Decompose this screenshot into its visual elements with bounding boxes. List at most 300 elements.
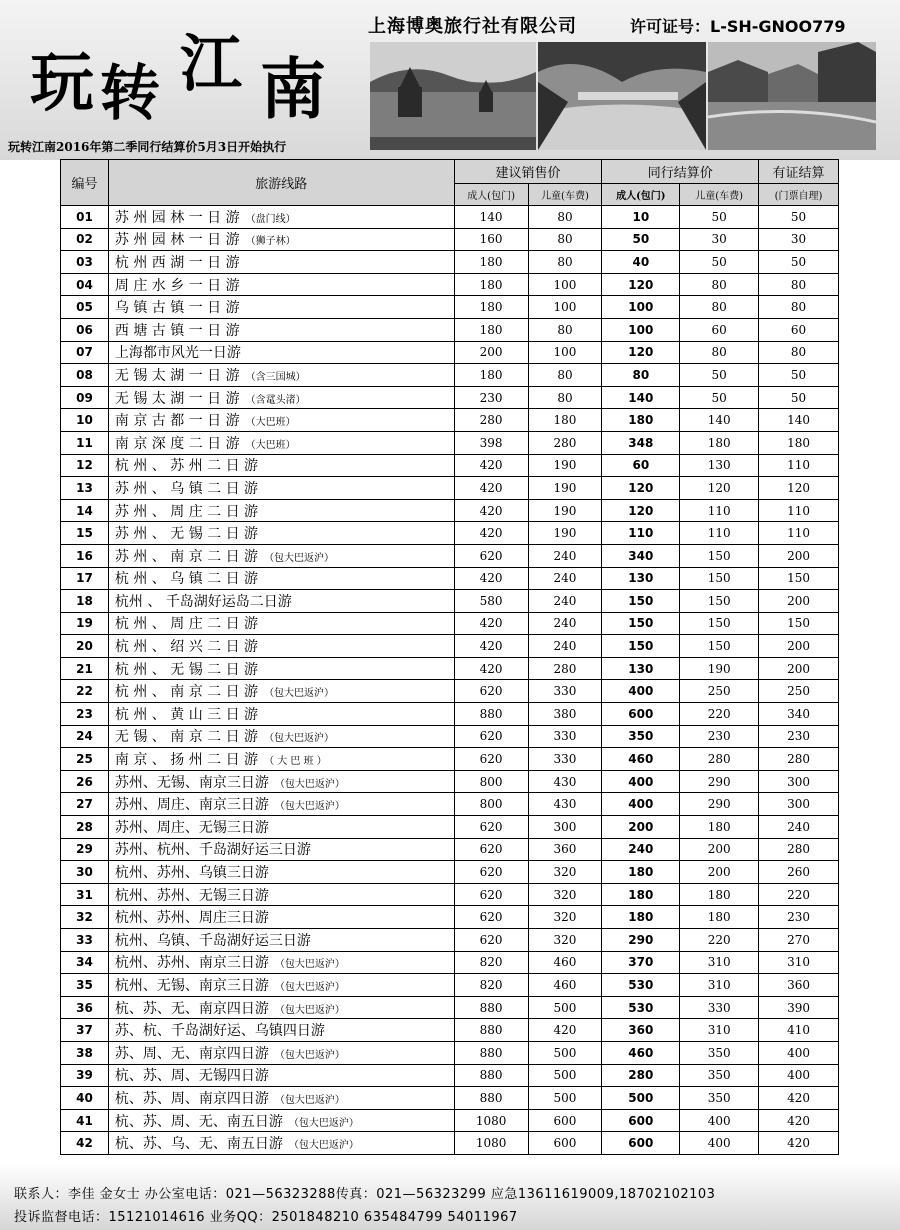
sub-trade-child: 儿童(车费) <box>680 184 759 206</box>
cell-cert: 270 <box>759 929 839 952</box>
cell-trade-adult: 180 <box>602 861 680 884</box>
cell-cert: 200 <box>759 590 839 613</box>
route-name: 杭州、苏州、周庄三日游 <box>114 910 269 927</box>
cell-retail-child: 460 <box>528 974 602 997</box>
route-note: （包大巴返沪） <box>274 801 345 813</box>
cell-route <box>108 974 454 997</box>
route-name: 无 锡 太 湖 一 日 游 <box>114 367 240 384</box>
cell-trade-adult: 130 <box>602 567 680 590</box>
cell-retail-adult: 420 <box>454 477 528 500</box>
cell-retail-child: 190 <box>528 499 602 522</box>
cell-retail-child: 320 <box>528 906 602 929</box>
cell-route <box>108 544 454 567</box>
cell-retail-child: 330 <box>528 748 602 771</box>
cell-retail-adult: 140 <box>454 206 528 229</box>
route-name: 杭 州 、 无 锡 二 日 游 <box>114 661 259 678</box>
table-row <box>61 770 839 793</box>
cell-trade-adult: 120 <box>602 477 680 500</box>
table-row <box>61 296 839 319</box>
cell-no: 27 <box>61 793 109 816</box>
cell-trade-adult: 140 <box>602 386 680 409</box>
table-row <box>61 816 839 839</box>
table-row <box>61 1019 839 1042</box>
cell-trade-child: 200 <box>680 861 759 884</box>
cell-route <box>108 477 454 500</box>
cell-no: 28 <box>61 816 109 839</box>
cell-route <box>108 816 454 839</box>
cell-trade-adult: 460 <box>602 1041 680 1064</box>
cell-retail-child: 80 <box>528 364 602 387</box>
route-name: 杭、苏、无、南京四日游 <box>114 1000 269 1017</box>
cell-retail-adult: 880 <box>454 1064 528 1087</box>
route-note: （ 大 巴 班 ） <box>264 756 327 768</box>
cell-trade-child: 310 <box>680 951 759 974</box>
route-note: （包大巴返沪） <box>264 552 335 564</box>
cell-cert: 140 <box>759 409 839 432</box>
cell-retail-child: 500 <box>528 1064 602 1087</box>
cell-route <box>108 206 454 229</box>
table-row <box>61 1064 839 1087</box>
cell-trade-child: 280 <box>680 748 759 771</box>
cell-no: 11 <box>61 431 109 454</box>
cell-no: 29 <box>61 838 109 861</box>
route-name: 杭、苏、周、南京四日游 <box>114 1090 269 1107</box>
cell-route <box>108 612 454 635</box>
cell-trade-adult: 110 <box>602 522 680 545</box>
route-name: 杭州、苏州、南京三日游 <box>114 955 269 972</box>
cell-trade-child: 130 <box>680 454 759 477</box>
price-table <box>60 159 839 1155</box>
table-row <box>61 477 839 500</box>
route-name: 杭 州 、 乌 镇 二 日 游 <box>114 571 259 588</box>
table-row <box>61 522 839 545</box>
cell-trade-adult: 180 <box>602 883 680 906</box>
cell-route <box>108 1087 454 1110</box>
cell-trade-child: 140 <box>680 409 759 432</box>
cell-retail-adult: 880 <box>454 996 528 1019</box>
header-trade: 同行结算价 <box>602 160 759 184</box>
cell-trade-adult: 280 <box>602 1064 680 1087</box>
cell-retail-child: 240 <box>528 635 602 658</box>
table-row <box>61 861 839 884</box>
cell-cert: 420 <box>759 1087 839 1110</box>
cell-no: 40 <box>61 1087 109 1110</box>
route-name: 苏、杭、千岛湖好运、乌镇四日游 <box>114 1023 325 1040</box>
cell-retail-child: 360 <box>528 838 602 861</box>
route-name: 杭 州 、 周 庄 二 日 游 <box>114 616 259 633</box>
cell-cert: 340 <box>759 703 839 726</box>
cell-route <box>108 906 454 929</box>
license-number: 许可证号：L-SH-GNOO779 <box>630 17 846 36</box>
header-no: 编号 <box>61 160 109 206</box>
cell-cert: 310 <box>759 951 839 974</box>
table-row <box>61 364 839 387</box>
cell-trade-child: 400 <box>680 1109 759 1132</box>
cell-retail-child: 460 <box>528 951 602 974</box>
table-row <box>61 454 839 477</box>
cell-route <box>108 883 454 906</box>
cell-retail-adult: 800 <box>454 793 528 816</box>
cell-trade-child: 180 <box>680 883 759 906</box>
cell-route <box>108 273 454 296</box>
cell-route <box>108 657 454 680</box>
cell-trade-child: 150 <box>680 590 759 613</box>
cell-trade-child: 50 <box>680 251 759 274</box>
table-row <box>61 680 839 703</box>
table-row <box>61 1132 839 1155</box>
cell-trade-adult: 120 <box>602 341 680 364</box>
cell-cert: 80 <box>759 341 839 364</box>
cell-retail-child: 500 <box>528 996 602 1019</box>
cell-no: 14 <box>61 499 109 522</box>
cell-cert: 230 <box>759 725 839 748</box>
cell-trade-adult: 150 <box>602 612 680 635</box>
cell-cert: 110 <box>759 454 839 477</box>
table-row <box>61 386 839 409</box>
cell-trade-child: 350 <box>680 1087 759 1110</box>
cell-trade-child: 50 <box>680 386 759 409</box>
cell-trade-adult: 10 <box>602 206 680 229</box>
cell-retail-adult: 620 <box>454 906 528 929</box>
table-row <box>61 725 839 748</box>
cell-trade-child: 50 <box>680 206 759 229</box>
route-name: 南 京 深 度 二 日 游 <box>114 435 240 452</box>
cell-retail-child: 420 <box>528 1019 602 1042</box>
cell-trade-adult: 40 <box>602 251 680 274</box>
sub-trade-adult: 成人(包门) <box>602 184 680 206</box>
cell-route <box>108 318 454 341</box>
cell-no: 19 <box>61 612 109 635</box>
cell-no: 36 <box>61 996 109 1019</box>
cell-trade-child: 150 <box>680 567 759 590</box>
cell-no: 38 <box>61 1041 109 1064</box>
route-name: 南 京 、 扬 州 二 日 游 <box>114 752 259 769</box>
cell-route <box>108 431 454 454</box>
route-note: （包大巴返沪） <box>274 1004 345 1016</box>
cell-cert: 280 <box>759 748 839 771</box>
cell-retail-adult: 620 <box>454 883 528 906</box>
cell-retail-adult: 620 <box>454 816 528 839</box>
cell-trade-child: 180 <box>680 816 759 839</box>
cell-no: 12 <box>61 454 109 477</box>
cell-no: 23 <box>61 703 109 726</box>
table-row <box>61 635 839 658</box>
cell-cert: 390 <box>759 996 839 1019</box>
cell-cert: 50 <box>759 386 839 409</box>
route-name: 杭、苏、乌、无、南五日游 <box>114 1136 283 1153</box>
cell-retail-child: 240 <box>528 612 602 635</box>
cell-route <box>108 590 454 613</box>
route-name: 苏 州 园 林 一 日 游 <box>114 232 240 249</box>
table-row <box>61 318 839 341</box>
cell-retail-child: 100 <box>528 341 602 364</box>
cell-no: 15 <box>61 522 109 545</box>
cell-no: 37 <box>61 1019 109 1042</box>
cell-trade-adult: 150 <box>602 635 680 658</box>
cell-trade-child: 350 <box>680 1064 759 1087</box>
cell-retail-child: 190 <box>528 477 602 500</box>
cell-retail-adult: 820 <box>454 951 528 974</box>
cell-trade-child: 290 <box>680 793 759 816</box>
cell-cert: 280 <box>759 838 839 861</box>
cell-retail-child: 190 <box>528 522 602 545</box>
route-name: 乌 镇 古 镇 一 日 游 <box>114 300 240 317</box>
cell-route <box>108 725 454 748</box>
cell-retail-child: 380 <box>528 703 602 726</box>
cell-cert: 260 <box>759 861 839 884</box>
cell-no: 22 <box>61 680 109 703</box>
cell-retail-child: 430 <box>528 770 602 793</box>
table-row <box>61 341 839 364</box>
cell-trade-child: 310 <box>680 1019 759 1042</box>
cell-no: 34 <box>61 951 109 974</box>
route-note: （盘门线） <box>245 213 296 225</box>
cell-no: 33 <box>61 929 109 952</box>
logo-char: 玩 <box>30 46 94 121</box>
cell-retail-child: 80 <box>528 206 602 229</box>
cell-cert: 240 <box>759 816 839 839</box>
cell-trade-adult: 240 <box>602 838 680 861</box>
cell-cert: 300 <box>759 770 839 793</box>
cell-trade-child: 150 <box>680 635 759 658</box>
cell-retail-adult: 880 <box>454 1019 528 1042</box>
cell-route <box>108 1109 454 1132</box>
cell-no: 26 <box>61 770 109 793</box>
cell-trade-child: 250 <box>680 680 759 703</box>
cell-route <box>108 522 454 545</box>
cell-no: 13 <box>61 477 109 500</box>
sub-retail-adult: 成人(包门) <box>454 184 528 206</box>
cell-no: 18 <box>61 590 109 613</box>
cell-retail-adult: 1080 <box>454 1132 528 1155</box>
cell-route <box>108 409 454 432</box>
route-name: 杭州、苏州、乌镇三日游 <box>114 865 269 882</box>
route-note: （包大巴返沪） <box>288 1117 359 1129</box>
cell-cert: 420 <box>759 1132 839 1155</box>
cell-trade-adult: 460 <box>602 748 680 771</box>
cell-retail-adult: 620 <box>454 838 528 861</box>
route-name: 杭 州 、 南 京 二 日 游 <box>114 684 259 701</box>
table-row <box>61 544 839 567</box>
route-name: 苏 州 园 林 一 日 游 <box>114 209 240 226</box>
cell-route <box>108 567 454 590</box>
cell-route <box>108 635 454 658</box>
table-row <box>61 409 839 432</box>
cell-retail-adult: 180 <box>454 251 528 274</box>
cell-no: 31 <box>61 883 109 906</box>
cell-route <box>108 1041 454 1064</box>
cell-no: 25 <box>61 748 109 771</box>
cell-cert: 120 <box>759 477 839 500</box>
cell-retail-child: 240 <box>528 544 602 567</box>
route-name: 杭、苏、周、无、南五日游 <box>114 1113 283 1130</box>
table-row <box>61 499 839 522</box>
cell-trade-child: 150 <box>680 544 759 567</box>
cell-no: 41 <box>61 1109 109 1132</box>
cell-retail-adult: 160 <box>454 228 528 251</box>
cell-trade-child: 110 <box>680 499 759 522</box>
route-name: 杭 州 、 黄 山 三 日 游 <box>114 706 259 723</box>
table-row <box>61 657 839 680</box>
cell-cert: 360 <box>759 974 839 997</box>
cell-retail-adult: 620 <box>454 680 528 703</box>
cell-trade-adult: 600 <box>602 1132 680 1155</box>
logo-char: 南 <box>260 50 326 128</box>
cell-retail-adult: 880 <box>454 1041 528 1064</box>
water-town-photo <box>708 42 876 150</box>
cell-retail-child: 500 <box>528 1041 602 1064</box>
cell-retail-adult: 420 <box>454 657 528 680</box>
cell-trade-adult: 60 <box>602 454 680 477</box>
cell-retail-adult: 420 <box>454 454 528 477</box>
cell-trade-adult: 100 <box>602 318 680 341</box>
cell-trade-child: 80 <box>680 296 759 319</box>
header-retail: 建议销售价 <box>454 160 602 184</box>
cell-trade-child: 350 <box>680 1041 759 1064</box>
cell-route <box>108 499 454 522</box>
table-row <box>61 838 839 861</box>
route-name: 苏 州 、 南 京 二 日 游 <box>114 548 259 565</box>
cell-retail-child: 100 <box>528 273 602 296</box>
cell-trade-adult: 500 <box>602 1087 680 1110</box>
cell-trade-child: 230 <box>680 725 759 748</box>
cell-route <box>108 838 454 861</box>
table-row <box>61 1109 839 1132</box>
cell-trade-adult: 530 <box>602 974 680 997</box>
cell-trade-adult: 50 <box>602 228 680 251</box>
cell-retail-adult: 620 <box>454 725 528 748</box>
cell-route <box>108 454 454 477</box>
cell-trade-child: 80 <box>680 273 759 296</box>
cell-no: 05 <box>61 296 109 319</box>
route-note: （含鼋头渚） <box>245 394 306 406</box>
cell-route <box>108 996 454 1019</box>
route-name: 杭 州 、 绍 兴 二 日 游 <box>114 639 259 656</box>
cell-route <box>108 929 454 952</box>
cell-trade-child: 220 <box>680 929 759 952</box>
cell-trade-adult: 180 <box>602 409 680 432</box>
logo-char: 转 <box>100 59 160 129</box>
cell-retail-adult: 420 <box>454 567 528 590</box>
company-name: 上海博奥旅行社有限公司 <box>368 16 577 37</box>
cell-cert: 420 <box>759 1109 839 1132</box>
route-name: 苏 州 、 周 庄 二 日 游 <box>114 503 259 520</box>
cell-retail-adult: 620 <box>454 544 528 567</box>
cell-no: 42 <box>61 1132 109 1155</box>
table-row <box>61 567 839 590</box>
cell-retail-adult: 420 <box>454 499 528 522</box>
cell-route <box>108 364 454 387</box>
route-name: 苏 州 、 乌 镇 二 日 游 <box>114 480 259 497</box>
cell-route <box>108 228 454 251</box>
cell-cert: 50 <box>759 206 839 229</box>
cell-trade-child: 60 <box>680 318 759 341</box>
cell-no: 32 <box>61 906 109 929</box>
cell-cert: 410 <box>759 1019 839 1042</box>
cell-retail-adult: 880 <box>454 1087 528 1110</box>
cell-no: 39 <box>61 1064 109 1087</box>
cell-cert: 230 <box>759 906 839 929</box>
logo-char: 江 <box>180 27 243 100</box>
header-route: 旅游线路 <box>108 160 454 206</box>
cell-retail-child: 320 <box>528 861 602 884</box>
route-name: 苏、周、无、南京四日游 <box>114 1045 269 1062</box>
table-row <box>61 206 839 229</box>
cell-trade-adult: 400 <box>602 793 680 816</box>
cell-retail-child: 330 <box>528 680 602 703</box>
table-row <box>61 929 839 952</box>
cell-no: 24 <box>61 725 109 748</box>
table-row <box>61 951 839 974</box>
route-name: 苏州、周庄、南京三日游 <box>114 797 269 814</box>
cell-cert: 400 <box>759 1064 839 1087</box>
table-row <box>61 590 839 613</box>
route-note: （包大巴返沪） <box>274 959 345 971</box>
table-row <box>61 793 839 816</box>
cell-trade-child: 310 <box>680 974 759 997</box>
cell-no: 04 <box>61 273 109 296</box>
cell-retail-child: 500 <box>528 1087 602 1110</box>
cell-retail-adult: 620 <box>454 748 528 771</box>
cell-trade-child: 180 <box>680 431 759 454</box>
cell-no: 06 <box>61 318 109 341</box>
cell-route <box>108 861 454 884</box>
cell-retail-adult: 420 <box>454 612 528 635</box>
table-row <box>61 906 839 929</box>
cell-cert: 110 <box>759 499 839 522</box>
cell-trade-adult: 340 <box>602 544 680 567</box>
cell-cert: 30 <box>759 228 839 251</box>
table-row <box>61 883 839 906</box>
route-name: 杭州 、 千岛湖好运岛二日游 <box>114 593 292 610</box>
cell-cert: 60 <box>759 318 839 341</box>
cell-retail-child: 430 <box>528 793 602 816</box>
cell-retail-adult: 180 <box>454 318 528 341</box>
route-name: 杭 州 、 苏 州 二 日 游 <box>114 458 259 475</box>
cell-retail-child: 320 <box>528 883 602 906</box>
cell-retail-child: 190 <box>528 454 602 477</box>
contact-line: 联系人：李佳 金女士 办公室电话：021—56323288传真：021—56323299 应急13611619009,18702102103 <box>14 1187 716 1202</box>
route-name: 苏州、杭州、千岛湖好运三日游 <box>114 842 311 859</box>
cell-no: 09 <box>61 386 109 409</box>
cell-retail-child: 80 <box>528 228 602 251</box>
cell-retail-child: 240 <box>528 590 602 613</box>
cell-no: 35 <box>61 974 109 997</box>
cell-trade-child: 290 <box>680 770 759 793</box>
cell-trade-adult: 200 <box>602 816 680 839</box>
cell-trade-child: 190 <box>680 657 759 680</box>
cell-retail-adult: 200 <box>454 341 528 364</box>
route-name: 西 塘 古 镇 一 日 游 <box>114 322 240 339</box>
cell-route <box>108 748 454 771</box>
cell-trade-adult: 100 <box>602 296 680 319</box>
header-banner <box>0 0 900 160</box>
cell-trade-adult: 600 <box>602 1109 680 1132</box>
cell-trade-adult: 120 <box>602 499 680 522</box>
cell-retail-child: 300 <box>528 816 602 839</box>
cell-trade-adult: 600 <box>602 703 680 726</box>
table-row <box>61 748 839 771</box>
cell-trade-child: 150 <box>680 612 759 635</box>
route-note: （大巴班） <box>245 417 296 429</box>
route-note: （含三国城） <box>245 371 306 383</box>
cell-trade-child: 400 <box>680 1132 759 1155</box>
cell-trade-child: 30 <box>680 228 759 251</box>
route-note: （包大巴返沪） <box>274 981 345 993</box>
route-note: （包大巴返沪） <box>264 733 335 745</box>
route-note: （大巴班） <box>245 439 296 451</box>
cell-cert: 300 <box>759 793 839 816</box>
